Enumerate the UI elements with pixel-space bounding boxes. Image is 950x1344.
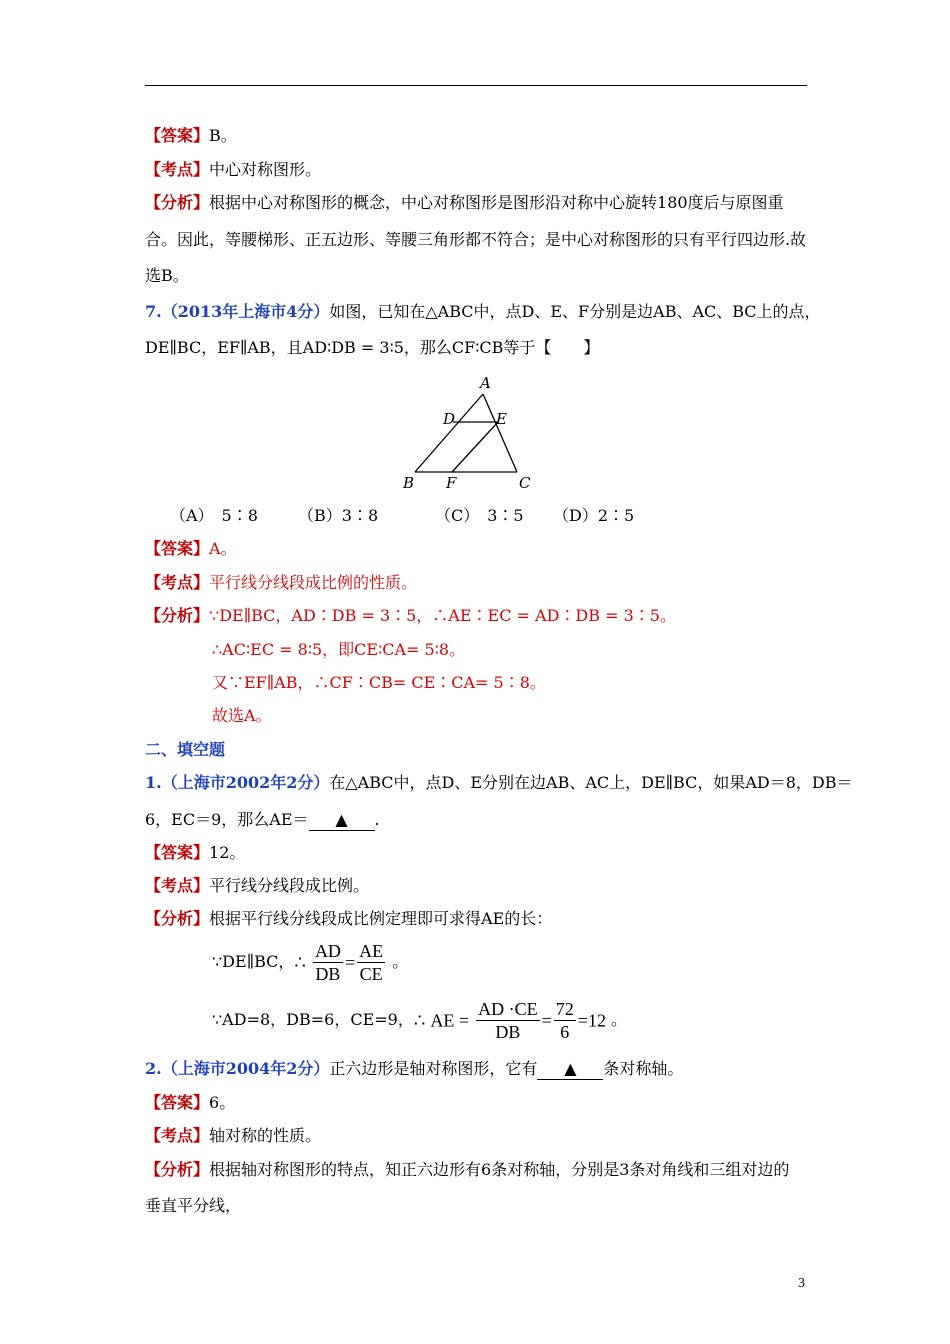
analysis-line: 【分析】根据中心对称图形的概念，中心对称图形是图形沿对称中心旋转180度后与原图重 <box>145 193 784 212</box>
topic-line: 【考点】中心对称图形。 <box>145 160 322 179</box>
label-a: A <box>480 374 491 392</box>
label-f: F <box>446 474 457 492</box>
fraction-ad-db: $\frac{AD}{DB}$ <box>314 941 341 984</box>
answer-line-f2: 【答案】6。 <box>145 1093 236 1112</box>
section-heading: 二、填空题 <box>145 740 226 759</box>
option-c: （C） 3∶5 <box>435 506 524 525</box>
analysis-f2-line-2: 垂直平分线， <box>145 1196 242 1215</box>
options-row <box>170 506 634 526</box>
analysis-7-step-3: 又∵EF∥AB，∴CF∶CB= CE∶CA= 5∶8。 <box>212 673 546 692</box>
analysis-7-step-4: 故选A。 <box>212 706 272 725</box>
analysis-line-2: 合。因此，等腰梯形、正五边形、等腰三角形都不符合；是中心对称图形的只有平行四边形.故 <box>145 230 807 249</box>
label-e: E <box>496 410 507 428</box>
topic-line-f1: 【考点】平行线分线段成比例。 <box>145 876 370 895</box>
topic-line-7: 【考点】平行线分线段成比例的性质。 <box>145 573 418 592</box>
answer-blank-2[interactable]: ▲ <box>537 1059 603 1080</box>
answer-line-7: 【答案】A。 <box>145 539 237 558</box>
label-c: C <box>519 474 531 492</box>
analysis-line-f2: 【分析】根据轴对称图形的特点，知正六边形有6条对称轴，分别是3条对角线和三组对边的 <box>145 1160 790 1179</box>
fill-question-1: 1.（上海市2002年2分）在△ABC中，点D、E分别在边AB、AC上，DE∥BC，如果AD＝8，DB＝ <box>145 773 853 792</box>
answer-blank[interactable]: ▲ <box>309 810 375 831</box>
proportion-equation: ∵DE∥BC，∴ $\frac{AD}{DB}$ = $\frac{AE}{CE}$ 。 <box>212 941 409 984</box>
triangle-figure <box>395 372 545 497</box>
analysis-line-f1: 【分析】根据平行线分线段成比例定理即可求得AE的长： <box>145 909 553 928</box>
fraction-product: $\frac{AD \cdot CE}{DB}$ <box>478 999 538 1042</box>
segment-ef <box>452 422 498 472</box>
answer-line-f1: 【答案】12。 <box>145 843 246 862</box>
analysis-7-step-2: ∴AC∶EC = 8∶5，即CE∶CA= 5∶8。 <box>212 640 466 659</box>
side-ab <box>415 394 483 472</box>
fill-question-2: 2.（上海市2004年2分）正六边形是轴对称图形，它有 ▲ 条对称轴。 <box>145 1059 684 1078</box>
fill-question-1-line-2: 6，EC＝9，那么AE＝ ▲ . <box>145 810 380 829</box>
option-d: （D）2∶5 <box>553 506 635 525</box>
question-7-line-2: DE∥BC，EF∥AB，且AD∶DB = 3∶5，那么CF∶CB等于【 】 <box>145 338 600 357</box>
ae-calculation: ∵AD=8，DB=6，CE=9，∴ AE = $\frac{AD \cdot CE}{DB}$ = $\frac{72}{6}$ =12 。 <box>212 999 628 1042</box>
label-d: D <box>443 410 456 428</box>
answer-line: 【答案】B。 <box>145 126 237 145</box>
question-7: 7.（2013年上海市4分）如图，已知在△ABC中，点D、E、F分别是边AB、AC、BC上的点， <box>145 302 821 321</box>
analysis-line-7: 【分析】∵DE∥BC，AD∶DB = 3∶5，∴AE∶EC = AD∶DB = 3∶5。 <box>145 606 676 625</box>
topic-line-f2: 【考点】轴对称的性质。 <box>145 1126 322 1145</box>
page-number: 3 <box>798 1276 805 1291</box>
analysis-line-3: 选B。 <box>145 266 189 285</box>
label-b: B <box>403 474 415 492</box>
fraction-72-6: $\frac{72}{6}$ <box>555 999 574 1042</box>
option-a: （A） 5∶8 <box>170 506 258 525</box>
fraction-ae-ce: $\frac{AE}{CE}$ <box>359 941 384 984</box>
header-rule <box>145 85 807 86</box>
option-b: （B）3∶8 <box>298 506 379 525</box>
